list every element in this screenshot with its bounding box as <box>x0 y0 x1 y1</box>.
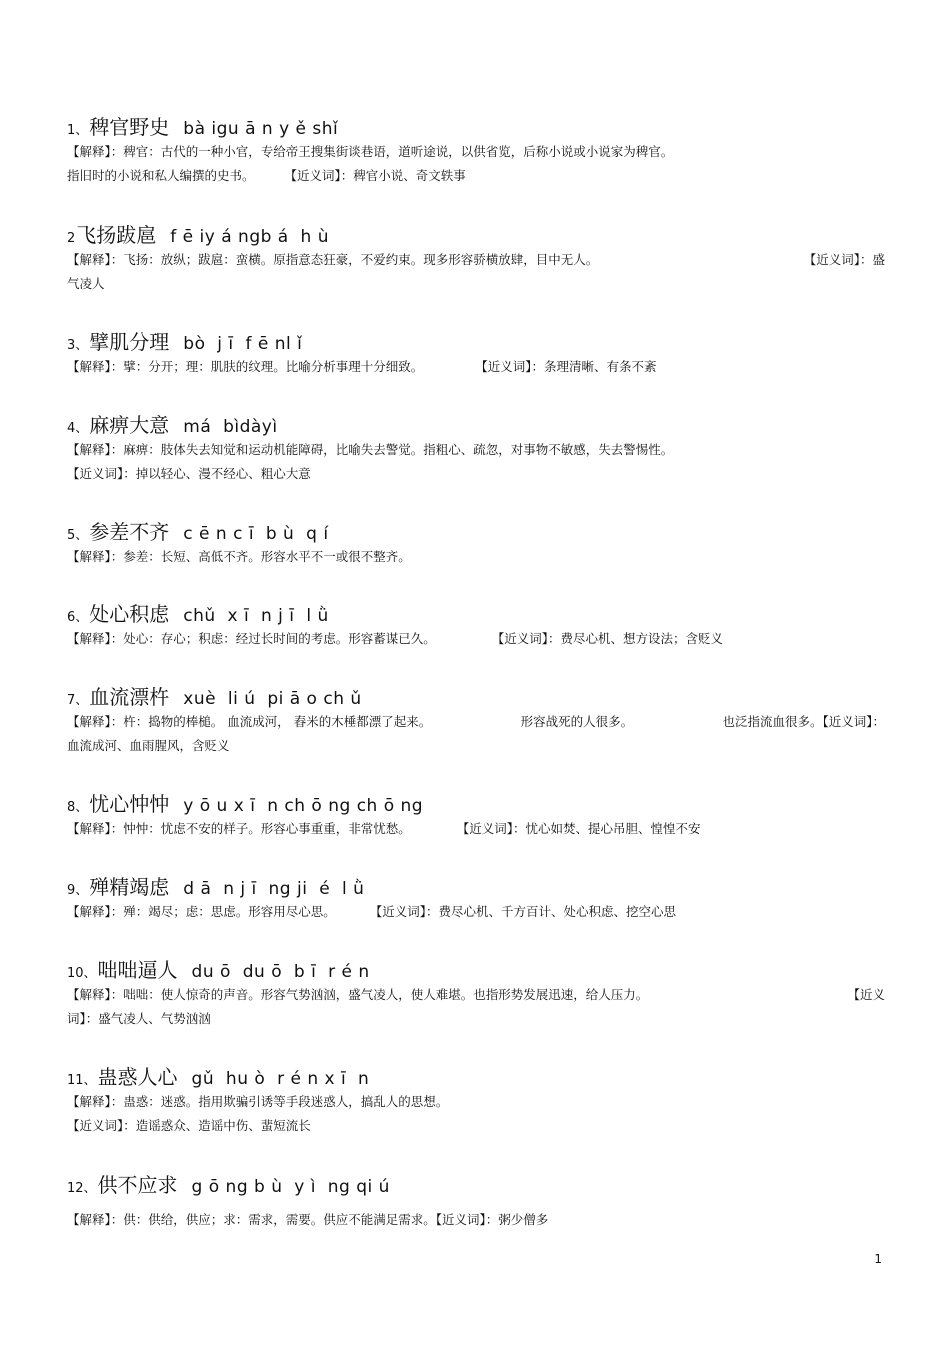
entry-heading <box>67 114 885 140</box>
entry-text: 【近义词】：掉以轻心、漫不经心、粗心大意 <box>67 466 311 481</box>
entry-text: 【解释】：忡忡：忧虑不安的样子。形容心事重重，非常忧愁。 <box>67 821 411 836</box>
entry-text: 血流成河、血雨腥风，含贬义 <box>67 738 230 753</box>
entry-pinyin: bò j ī f ē nl ǐ <box>183 334 303 354</box>
entry-text: 【近义词】：条理清晰、有条不紊 <box>475 359 657 374</box>
entry-heading <box>67 412 885 438</box>
entry-line <box>67 1114 885 1138</box>
entry-term: 殚精竭虑 <box>89 875 170 899</box>
entry-heading <box>67 874 885 900</box>
entry-line <box>67 734 885 758</box>
entry-number: 5、 <box>67 528 89 543</box>
entry-pinyin: c ē n c ī b ù q í <box>183 524 329 544</box>
entry-pinyin: y ō u x ī n ch ō ng ch ō ng <box>183 796 424 816</box>
entry-text: 【解释】：飞扬：放纵；跋扈：蛮横。原指意态狂豪，不爱约束。现多形容骄横放肆，目中无人。 <box>67 252 599 267</box>
entry-number: 4、 <box>67 421 89 436</box>
entry <box>67 412 885 486</box>
page-number: 1 <box>874 1252 882 1266</box>
entry-number: 10、 <box>67 966 97 981</box>
entry-text: 【解释】：供：供给，供应；求：需求，需要。供应不能满足需求。【近义词】：粥少僧多 <box>67 1212 549 1227</box>
entry-text: 【近义词】：费尽心机、千方百计、处心积虑、挖空心思 <box>369 904 677 919</box>
entry-text: 【近义词】：忧心如焚、提心吊胆、惶惶不安 <box>456 821 701 836</box>
entry-line <box>67 462 885 486</box>
entry-pinyin: gǔ hu ò r é n x ī n <box>191 1069 370 1089</box>
entry-term: 咄咄逼人 <box>97 958 178 982</box>
entry-heading <box>67 684 885 710</box>
entry-text: 气凌人 <box>67 276 105 291</box>
entry-text: 【解释】：稗官：古代的一种小官，专给帝王搜集街谈巷语，道听途说，以供省览，后称小说或小说家为稗官。 <box>67 144 674 159</box>
entry-pinyin: g ō ng b ù y ì ng qi ú <box>191 1177 390 1197</box>
entry-line <box>67 545 885 569</box>
entry-text: 【解释】：蛊惑：迷惑。指用欺骗引诱等手段迷惑人，搞乱人的思想。 <box>67 1094 449 1109</box>
entry-number: 6、 <box>67 610 89 625</box>
entry-heading <box>67 791 885 817</box>
entry-text: 【解释】：擘：分开；理：肌肤的纹理。比喻分析事理十分细致。 <box>67 359 424 374</box>
entry-line <box>67 817 885 841</box>
entry-line <box>67 248 885 272</box>
entry-term: 稗官野史 <box>89 115 170 139</box>
entry-number: 7、 <box>67 693 89 708</box>
entry-line <box>67 710 885 734</box>
entry-line <box>67 1208 885 1232</box>
entry-text: 【解释】：处心：存心；积虑：经过长时间的考虑。形容蓄谋已久。 <box>67 631 436 646</box>
entry <box>67 222 885 296</box>
entry-term: 处心积虑 <box>89 602 170 626</box>
entry-text: 【近义词】：盛 <box>803 252 885 267</box>
entry-term: 麻痹大意 <box>89 413 170 437</box>
entry-number: 12、 <box>67 1181 97 1196</box>
entry-heading <box>67 222 885 248</box>
entry-line <box>67 140 885 164</box>
entry-term: 参差不齐 <box>89 520 170 544</box>
entry-number: 2 <box>67 231 76 246</box>
entry-heading <box>67 601 885 627</box>
entry-heading <box>67 957 885 983</box>
entry-pinyin: má bìdàyì <box>183 417 278 437</box>
entry <box>67 601 885 651</box>
entry-line <box>67 355 885 379</box>
entry-text: 【解释】：杵：捣物的棒槌。 血流成河， 舂米的木棰都漂了起来。 <box>67 714 432 729</box>
entry-number: 9、 <box>67 883 89 898</box>
entry-number: 11、 <box>67 1073 97 1088</box>
entry-line <box>67 900 885 924</box>
entry-line <box>67 272 885 296</box>
entry-line <box>67 438 885 462</box>
entry-heading <box>67 1172 885 1198</box>
entry-text: 也泛指流血很多。【近义词】： <box>722 714 885 729</box>
entry <box>67 684 885 758</box>
entry-term: 飞扬跋扈 <box>76 223 157 247</box>
entry-text: 【解释】：咄咄：使人惊奇的声音。形容气势汹汹，盛气凌人，使人难堪。也指形势发展迅速，给人压力。 <box>67 987 649 1002</box>
entry-text: 指旧时的小说和私人编撰的史书。 <box>67 168 255 183</box>
entry <box>67 1064 885 1138</box>
entry-line <box>67 627 885 651</box>
entry-term: 血流漂杵 <box>89 685 170 709</box>
entry-heading <box>67 1064 885 1090</box>
entry-heading <box>67 519 885 545</box>
entry-term: 忧心忡忡 <box>89 792 170 816</box>
entry-line <box>67 1007 885 1031</box>
entry-text: 【近义 <box>847 987 885 1002</box>
entry-pinyin: chǔ x ī n j ī l ǜ <box>183 606 329 626</box>
entry-term: 擘肌分理 <box>89 330 170 354</box>
entry-text: 【解释】：麻痹：肢体失去知觉和运动机能障碍，比喻失去警觉。指粗心、疏忽，对事物不敏感，失去警惕性。 <box>67 442 674 457</box>
entry-text: 【近义词】：费尽心机、想方设法；含贬义 <box>491 631 724 646</box>
entry-text: 【解释】：殚：竭尽；虑：思虑。形容用尽心思。 <box>67 904 336 919</box>
entry-pinyin: bà igu ā n y ě shǐ <box>183 119 339 139</box>
entry <box>67 791 885 841</box>
entry-pinyin: xuè li ú pi ā o ch ǔ <box>183 689 362 709</box>
entry <box>67 957 885 1031</box>
entry-text: 形容战死的人很多。 <box>520 714 634 729</box>
entry-pinyin: du ō du ō b ī r é n <box>191 962 370 982</box>
entry-term: 蛊惑人心 <box>97 1065 178 1089</box>
entry-pinyin: f ē iy á ngb á h ù <box>170 227 329 247</box>
entry <box>67 519 885 569</box>
entry-number: 8、 <box>67 800 89 815</box>
entry-text: 【解释】：参差：长短、高低不齐。形容水平不一或很不整齐。 <box>67 549 411 564</box>
entry <box>67 329 885 379</box>
entry <box>67 874 885 924</box>
entry-heading <box>67 329 885 355</box>
entry-text: 【近义词】：造谣惑众、造谣中伤、蜚短流长 <box>67 1118 311 1133</box>
entry-text: 词】：盛气凌人、气势汹汹 <box>67 1011 211 1026</box>
entry-term: 供不应求 <box>97 1173 178 1197</box>
entry-pinyin: d ā n j ī ng ji é l ǜ <box>183 879 365 899</box>
entry-number: 3、 <box>67 338 89 353</box>
entry-line <box>67 1090 885 1114</box>
entry-number: 1、 <box>67 123 89 138</box>
entry <box>67 114 885 188</box>
entry-line <box>67 983 885 1007</box>
entry-line <box>67 164 885 188</box>
entry-text: 【近义词】：稗官小说、奇文轶事 <box>284 168 466 183</box>
entry <box>67 1172 885 1232</box>
